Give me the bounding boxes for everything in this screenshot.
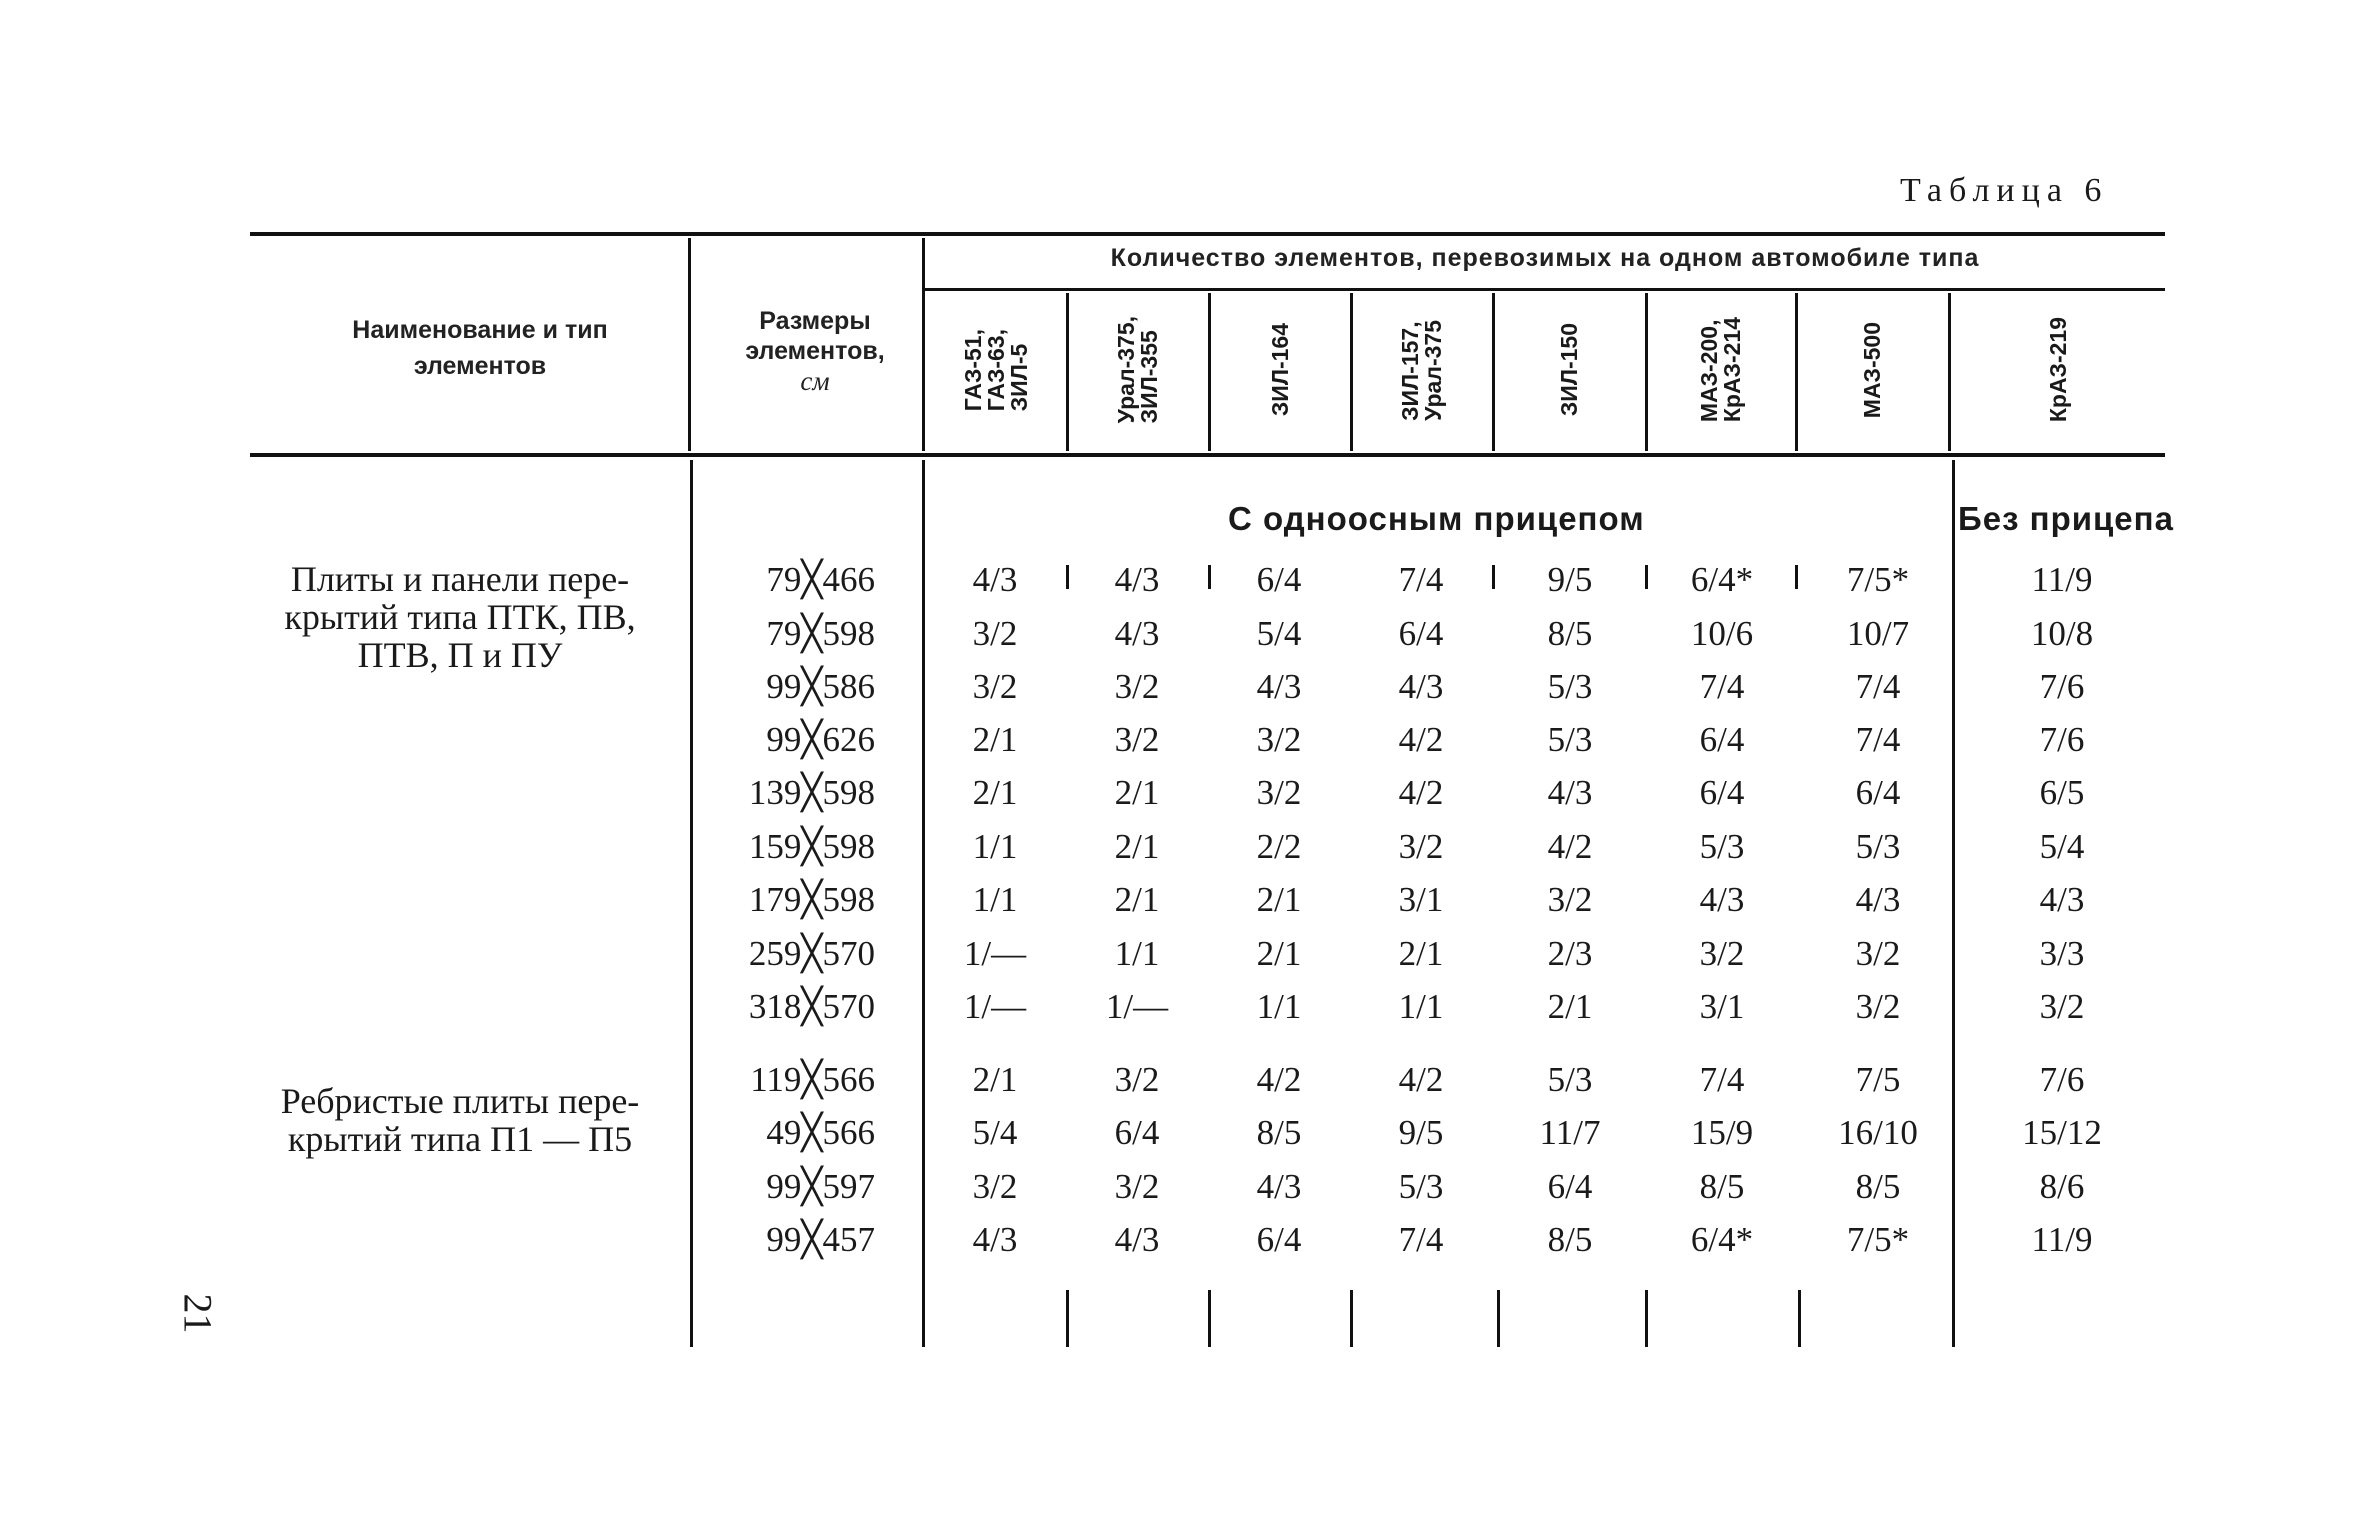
table-cell-value: 2/1: [1114, 827, 1160, 866]
header-divider: [688, 238, 691, 451]
group-header-rule: [925, 288, 2165, 291]
table-cell-value: 7/6: [2039, 720, 2085, 759]
table-cell-value: 7/5*: [1846, 1220, 1910, 1259]
table-cell-value: 3/1: [1398, 880, 1444, 919]
header-vehicle-group: Количество элементов, перевозимых на одном автомобиле типа: [1110, 244, 1980, 272]
vehicle-header-label: ЗИЛ-150: [1556, 323, 1582, 417]
header-bottom-rule: [250, 453, 2165, 457]
table-cell-value: 3/2: [1114, 667, 1160, 706]
table-cell-value: 6/4*: [1690, 1220, 1754, 1259]
table-cell-value: 3/2: [1398, 827, 1444, 866]
table-cell-value: 2/1: [972, 720, 1018, 759]
vehicle-header: [1799, 295, 1946, 445]
table-cell-value: 8/5: [1699, 1167, 1745, 1206]
table-cell-value: 8/6: [2039, 1167, 2085, 1206]
body-divider: [1645, 1290, 1648, 1347]
subheader-without-trailer: Без прицепа: [1958, 500, 2174, 537]
table-cell-size: 79╳598: [766, 614, 875, 653]
header-divider: [1795, 293, 1798, 451]
top-rule: [250, 232, 2165, 236]
table-cell-value: 7/6: [2039, 667, 2085, 706]
table-cell-value: 3/2: [972, 667, 1018, 706]
group-name: [250, 560, 670, 674]
table-cell-value: 2/1: [1398, 934, 1444, 973]
vehicle-header: [1496, 295, 1643, 445]
table-cell-value: 3/2: [1855, 987, 1901, 1026]
vehicle-header: [1952, 295, 2165, 445]
table-cell-value: 7/4: [1855, 667, 1901, 706]
table-cell-value: 3/2: [1114, 1167, 1160, 1206]
table-cell-value: 1/1: [1114, 934, 1160, 973]
table-cell-value: 1/—: [1105, 987, 1169, 1026]
table-cell-value: 4/3: [1547, 773, 1593, 812]
table-cell-value: 2/3: [1547, 934, 1593, 973]
table-cell-value: 6/4: [1699, 773, 1745, 812]
table-cell-value: 7/4: [1699, 1060, 1745, 1099]
table-cell-value: 1/1: [972, 827, 1018, 866]
table-cell-value: 9/5: [1398, 1113, 1444, 1152]
header-size-column: [695, 306, 935, 396]
table-cell-value: 1/1: [1256, 987, 1302, 1026]
table-cell-value: 8/5: [1547, 1220, 1593, 1259]
table-cell-value: 7/6: [2039, 1060, 2085, 1099]
table-cell-value: 5/3: [1699, 827, 1745, 866]
table-cell-value: 7/4: [1398, 560, 1444, 599]
table-cell-value: 4/3: [1398, 667, 1444, 706]
table-cell-size: 79╳466: [766, 560, 875, 599]
table-cell-value: 3/1: [1699, 987, 1745, 1026]
vehicle-header-label: ЗИЛ-164: [1266, 323, 1293, 417]
table-cell-value: 4/2: [1398, 1060, 1444, 1099]
table-cell-value: 4/2: [1547, 827, 1593, 866]
vehicle-header-label: КрАЗ-219: [2045, 317, 2071, 423]
header-size-label: Размеры элементов,: [745, 307, 885, 365]
group-name-text: Ребристые плиты пере- крытий типа П1 — П5: [280, 1081, 640, 1159]
body-divider: [690, 460, 693, 1347]
table-cell-value: 11/9: [2031, 560, 2093, 599]
table-cell-value: 5/3: [1547, 1060, 1593, 1099]
table-cell-value: 7/4: [1855, 720, 1901, 759]
table-cell-value: 7/5: [1855, 1060, 1901, 1099]
table-cell-value: 6/4: [1256, 1220, 1302, 1259]
table-cell-value: 4/3: [972, 560, 1018, 599]
table-cell-value: 16/10: [1838, 1113, 1918, 1152]
table-cell-value: 5/3: [1398, 1167, 1444, 1206]
vehicle-header-label: ГАЗ-51, ГАЗ-63, ЗИЛ-5: [959, 328, 1032, 412]
vehicle-header: [928, 295, 1064, 445]
header-divider: [1066, 293, 1069, 451]
table-cell-size: 318╳570: [748, 987, 875, 1026]
table-cell-value: 5/3: [1547, 667, 1593, 706]
table-cell-value: 15/9: [1690, 1113, 1754, 1152]
table-cell-value: 2/1: [1256, 934, 1302, 973]
body-divider: [1497, 1290, 1500, 1347]
subheader-with-trailer: С одноосным прицепом: [1228, 500, 1645, 537]
table-cell-size: 179╳598: [748, 880, 875, 919]
table-cell-value: 7/4: [1398, 1220, 1444, 1259]
table-cell-value: 3/2: [1114, 1060, 1160, 1099]
table-cell-value: 1/1: [972, 880, 1018, 919]
table-cell-value: 9/5: [1547, 560, 1593, 599]
page-number: 21: [175, 1293, 221, 1334]
table-cell-size: 99╳457: [766, 1220, 875, 1259]
table-cell-value: 2/1: [1114, 880, 1160, 919]
table-cell-value: 6/4: [1398, 614, 1444, 653]
table-cell-value: 4/2: [1398, 773, 1444, 812]
table-cell-value: 5/4: [972, 1113, 1018, 1152]
table-cell-value: 4/2: [1398, 720, 1444, 759]
table-cell-value: 5/3: [1855, 827, 1901, 866]
table-cell-value: 7/5*: [1846, 560, 1910, 599]
table-cell-value: 8/5: [1256, 1113, 1302, 1152]
vehicle-header-label: МАЗ-500: [1859, 321, 1885, 419]
table-cell-value: 2/1: [1547, 987, 1593, 1026]
table-cell-size: 159╳598: [748, 827, 875, 866]
table-cell-value: 4/3: [1256, 1167, 1302, 1206]
table-cell-value: 8/5: [1855, 1167, 1901, 1206]
body-divider: [1645, 565, 1648, 589]
table-cell-value: 6/4: [1547, 1167, 1593, 1206]
table-cell-value: 6/4: [1855, 773, 1901, 812]
table-cell-value: 5/4: [2039, 827, 2085, 866]
table-cell-value: 4/3: [1855, 880, 1901, 919]
vehicle-header: [1354, 295, 1490, 445]
table-cell-value: 1/1: [1398, 987, 1444, 1026]
table-cell-value: 5/4: [1256, 614, 1302, 653]
table-cell-value: 2/1: [972, 1060, 1018, 1099]
table-cell-value: 2/1: [1114, 773, 1160, 812]
table-cell-value: 2/1: [1256, 880, 1302, 919]
table-cell-value: 3/2: [2039, 987, 2085, 1026]
table-cell-value: 4/3: [972, 1220, 1018, 1259]
table-cell-value: 1/—: [963, 987, 1027, 1026]
table-cell-value: 7/4: [1699, 667, 1745, 706]
group-name: [250, 1082, 670, 1158]
table-cell-value: 3/2: [1699, 934, 1745, 973]
table-cell-value: 10/6: [1690, 614, 1754, 653]
table-cell-value: 11/7: [1539, 1113, 1601, 1152]
table-cell-value: 3/3: [2039, 934, 2085, 973]
table-cell-value: 8/5: [1547, 614, 1593, 653]
body-divider: [1066, 1290, 1069, 1347]
vehicle-header: [1212, 295, 1348, 445]
table-cell-value: 4/3: [1114, 560, 1160, 599]
header-divider: [1208, 293, 1211, 451]
table-cell-value: 6/4: [1699, 720, 1745, 759]
body-divider: [1350, 1290, 1353, 1347]
table-cell-value: 6/5: [2039, 773, 2085, 812]
header-divider: [1645, 293, 1648, 451]
table-cell-value: 4/3: [1699, 880, 1745, 919]
table-cell-value: 10/7: [1846, 614, 1910, 653]
table-cell-size: 99╳586: [766, 667, 875, 706]
table-cell-value: 4/2: [1256, 1060, 1302, 1099]
body-divider: [1795, 565, 1798, 589]
header-size-unit: см: [800, 366, 830, 396]
table-cell-value: 2/2: [1256, 827, 1302, 866]
table-cell-value: 6/4*: [1690, 560, 1754, 599]
table-cell-size: 99╳597: [766, 1167, 875, 1206]
header-divider: [1492, 293, 1495, 451]
table-cell-value: 3/2: [972, 614, 1018, 653]
table-cell-value: 11/9: [2031, 1220, 2093, 1259]
table-cell-value: 4/3: [2039, 880, 2085, 919]
table-cell-value: 15/12: [2022, 1113, 2102, 1152]
body-divider: [1952, 460, 1955, 1347]
table-cell-value: 2/1: [972, 773, 1018, 812]
group-name-text: Плиты и панели пере- крытий типа ПТК, ПВ, ПТВ, П и ПУ: [284, 559, 636, 675]
body-divider: [1208, 1290, 1211, 1347]
table-cell-value: 4/3: [1114, 614, 1160, 653]
body-divider: [1492, 565, 1495, 589]
table-cell-value: 3/2: [1256, 773, 1302, 812]
table-cell-value: 4/3: [1256, 667, 1302, 706]
header-name-column: Наименование и тип элементов: [352, 316, 608, 380]
table-cell-value: 3/2: [972, 1167, 1018, 1206]
vehicle-header: [1070, 295, 1206, 445]
vehicle-header-label: ЗИЛ-157, Урал-375: [1397, 319, 1446, 421]
table-cell-value: 3/2: [1547, 880, 1593, 919]
table-cell-value: 10/8: [2030, 614, 2094, 653]
vehicle-header-label: МАЗ-200, КрАЗ-214: [1696, 317, 1745, 423]
table-cell-value: 3/2: [1114, 720, 1160, 759]
vehicle-header: [1649, 295, 1793, 445]
table-label: Таблица 6: [1900, 172, 2109, 209]
table-cell-size: 259╳570: [748, 934, 875, 973]
header-divider: [1948, 293, 1951, 451]
vehicle-header-label: Урал-375, ЗИЛ-355: [1113, 316, 1162, 424]
table-cell-value: 6/4: [1114, 1113, 1160, 1152]
table-cell-value: 1/—: [963, 934, 1027, 973]
table-cell-size: 49╳566: [766, 1113, 875, 1152]
table-cell-value: 6/4: [1256, 560, 1302, 599]
table-cell-size: 139╳598: [748, 773, 875, 812]
table-cell-size: 99╳626: [766, 720, 875, 759]
table-cell-size: 119╳566: [750, 1060, 875, 1099]
table-cell-value: 3/2: [1256, 720, 1302, 759]
table-cell-value: 5/3: [1547, 720, 1593, 759]
table-cell-value: 3/2: [1855, 934, 1901, 973]
body-divider: [1798, 1290, 1801, 1347]
table-cell-value: 4/3: [1114, 1220, 1160, 1259]
header-divider: [1350, 293, 1353, 451]
